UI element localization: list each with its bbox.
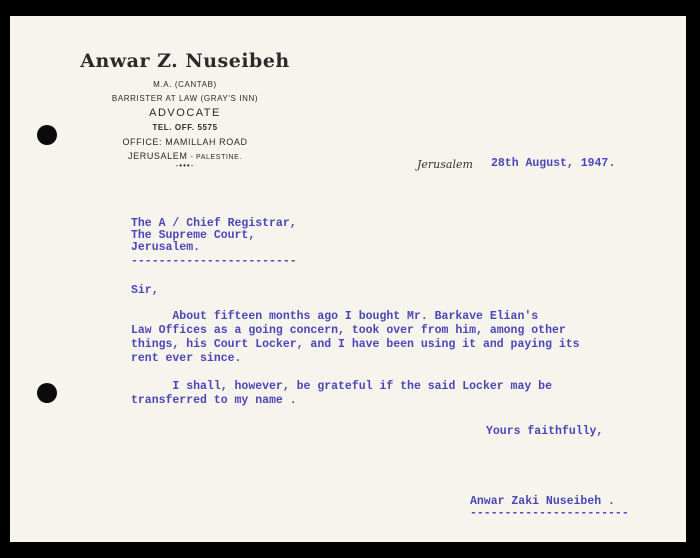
letterhead-degree: M.A. (CANTAB) [153,80,217,89]
letterhead-city: JERUSALEM [128,151,188,161]
punch-hole-top [37,125,57,145]
letterhead-ornament: -•••- [175,161,195,170]
address-line-2: The Supreme Court, [131,229,256,242]
address-line-1: The A / Chief Registrar, [131,217,297,230]
body-p1-line-1: About fifteen months ago I bought Mr. Barkave Elian's [131,310,539,323]
letterhead-barrister: BARRISTER AT LAW (GRAY'S INN) [111,94,259,103]
letterhead-tel: TEL. OFF. 5575 [152,123,218,132]
letterhead-country: - PALESTINE. [190,154,242,161]
letterhead [80,50,290,171]
letterhead-name: Anwar Z. Nuseibeh [80,50,290,72]
body-p2-line-1: I shall, however, be grateful if the said Locker may be [131,380,552,393]
letterhead-title: ADVOCATE [149,107,221,119]
closing: Yours faithfully, [486,425,604,438]
signature-name: Anwar Zaki Nuseibeh . [470,495,615,508]
salutation: Sir, [131,284,159,297]
body-p1-line-4: rent ever since. [131,352,242,365]
body-p1-line-2: Law Offices as a going concern, took over from him, among other [131,324,566,337]
date-place: Jerusalem [417,158,473,171]
body-p2-line-2: transferred to my name . [131,394,297,407]
body-p1-line-3: things, his Court Locker, and I have been using it and paying its [131,338,580,351]
address-rule: ------------------------ [131,255,297,268]
punch-hole-bottom [37,383,57,403]
letterhead-city-line [80,151,290,161]
address-line-3: Jerusalem. [131,241,201,254]
signature-rule: ----------------------- [470,507,629,520]
date-value: 28th August, 1947. [491,157,616,170]
letterhead-office: OFFICE: MAMILLAH ROAD [122,137,248,147]
